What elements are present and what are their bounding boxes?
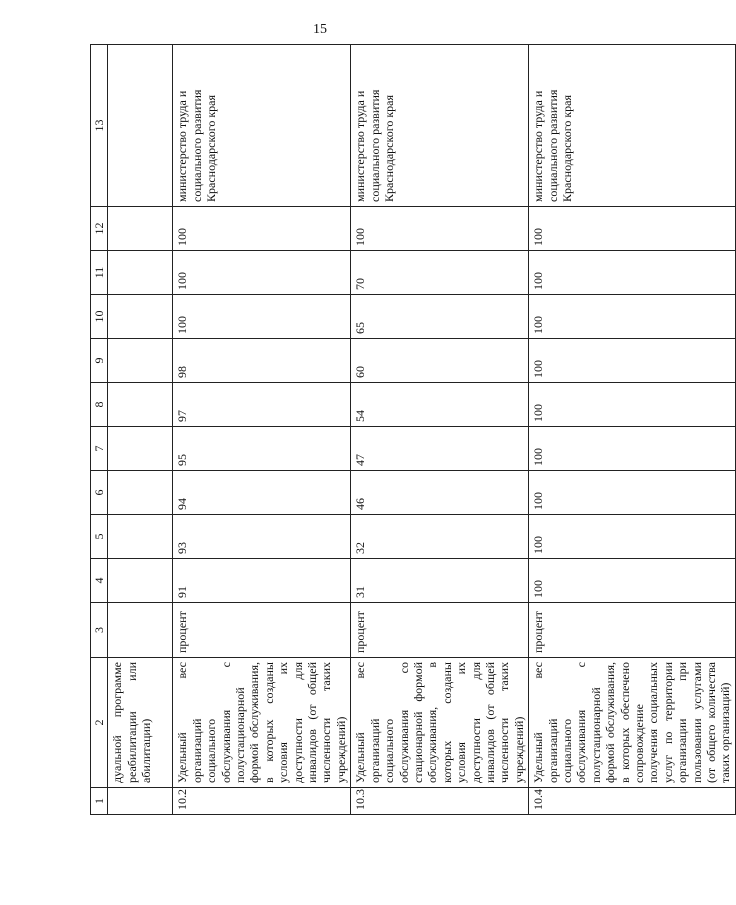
- value-cell: 100: [351, 207, 529, 251]
- responsible-cell: министерство труда и социального развития Краснодарского края: [529, 45, 736, 207]
- header-cell: 10: [91, 295, 108, 339]
- value-cell: 100: [173, 251, 351, 295]
- indicator-cell: Удельный вес организаций социального обслуживания с полустационарной формой обслуживания, в которых созданы условия их доступности для инвалидов (от общей численности таких учреждений): [173, 658, 351, 788]
- value-cell: 100: [529, 339, 736, 383]
- value-cell: 100: [173, 207, 351, 251]
- header-cell: 7: [91, 427, 108, 471]
- row-number: 10.3: [351, 788, 529, 815]
- value-cell: 100: [529, 207, 736, 251]
- value-cell: 65: [351, 295, 529, 339]
- header-cell: 8: [91, 383, 108, 427]
- value-cell: 100: [529, 471, 736, 515]
- header-cell: 4: [91, 559, 108, 603]
- value-cell: 100: [529, 251, 736, 295]
- value-cell: 93: [173, 515, 351, 559]
- indicator-cell: Удельный вес организаций социального обслуживания с полустационарной формой обслуживания, в которых обеспечено сопровождение получения социальных услуг по территории организации при пользовании услугами (от общего количества таких организаций): [529, 658, 736, 788]
- value-cell: 91: [173, 559, 351, 603]
- row-number: 10.2: [173, 788, 351, 815]
- header-cell: 13: [91, 45, 108, 207]
- value-cell: 100: [173, 295, 351, 339]
- continuation-row: [108, 45, 173, 815]
- value-cell: 97: [173, 383, 351, 427]
- indicator-cell: Удельный вес организаций социального обслуживания со стационарной формой обслуживания, в которых созданы условия их доступности для инвалидов (от общей численности таких учреждений): [351, 658, 529, 788]
- header-cell: 5: [91, 515, 108, 559]
- table-row: [173, 45, 351, 815]
- header-cell: 2: [91, 658, 108, 788]
- value-cell: 100: [529, 295, 736, 339]
- header-cell: 11: [91, 251, 108, 295]
- value-cell: 100: [529, 427, 736, 471]
- value-cell: 60: [351, 339, 529, 383]
- row-number: 10.4: [529, 788, 736, 815]
- value-cell: 98: [173, 339, 351, 383]
- page-number: 15: [313, 22, 327, 37]
- header-cell: 9: [91, 339, 108, 383]
- value-cell: 46: [351, 471, 529, 515]
- header-cell: 1: [91, 788, 108, 815]
- unit-cell: процент: [173, 603, 351, 658]
- indicators-table: [90, 44, 736, 815]
- table-row: [529, 45, 736, 815]
- header-row: [91, 45, 108, 815]
- header-cell: 6: [91, 471, 108, 515]
- value-cell: 32: [351, 515, 529, 559]
- value-cell: 94: [173, 471, 351, 515]
- unit-cell: процент: [529, 603, 736, 658]
- value-cell: 54: [351, 383, 529, 427]
- value-cell: 31: [351, 559, 529, 603]
- responsible-cell: министерство труда и социального развития Краснодарского края: [173, 45, 351, 207]
- indicator-cell: дуальной программе реабилитации или абилитации): [108, 658, 173, 788]
- unit-cell: процент: [351, 603, 529, 658]
- value-cell: 47: [351, 427, 529, 471]
- responsible-cell: министерство труда и социального развития Краснодарского края: [351, 45, 529, 207]
- header-cell: 12: [91, 207, 108, 251]
- value-cell: 95: [173, 427, 351, 471]
- value-cell: 100: [529, 515, 736, 559]
- value-cell: 100: [529, 559, 736, 603]
- value-cell: 70: [351, 251, 529, 295]
- header-cell: 3: [91, 603, 108, 658]
- table-row: [351, 45, 529, 815]
- value-cell: 100: [529, 383, 736, 427]
- rotated-table-container: [90, 45, 733, 815]
